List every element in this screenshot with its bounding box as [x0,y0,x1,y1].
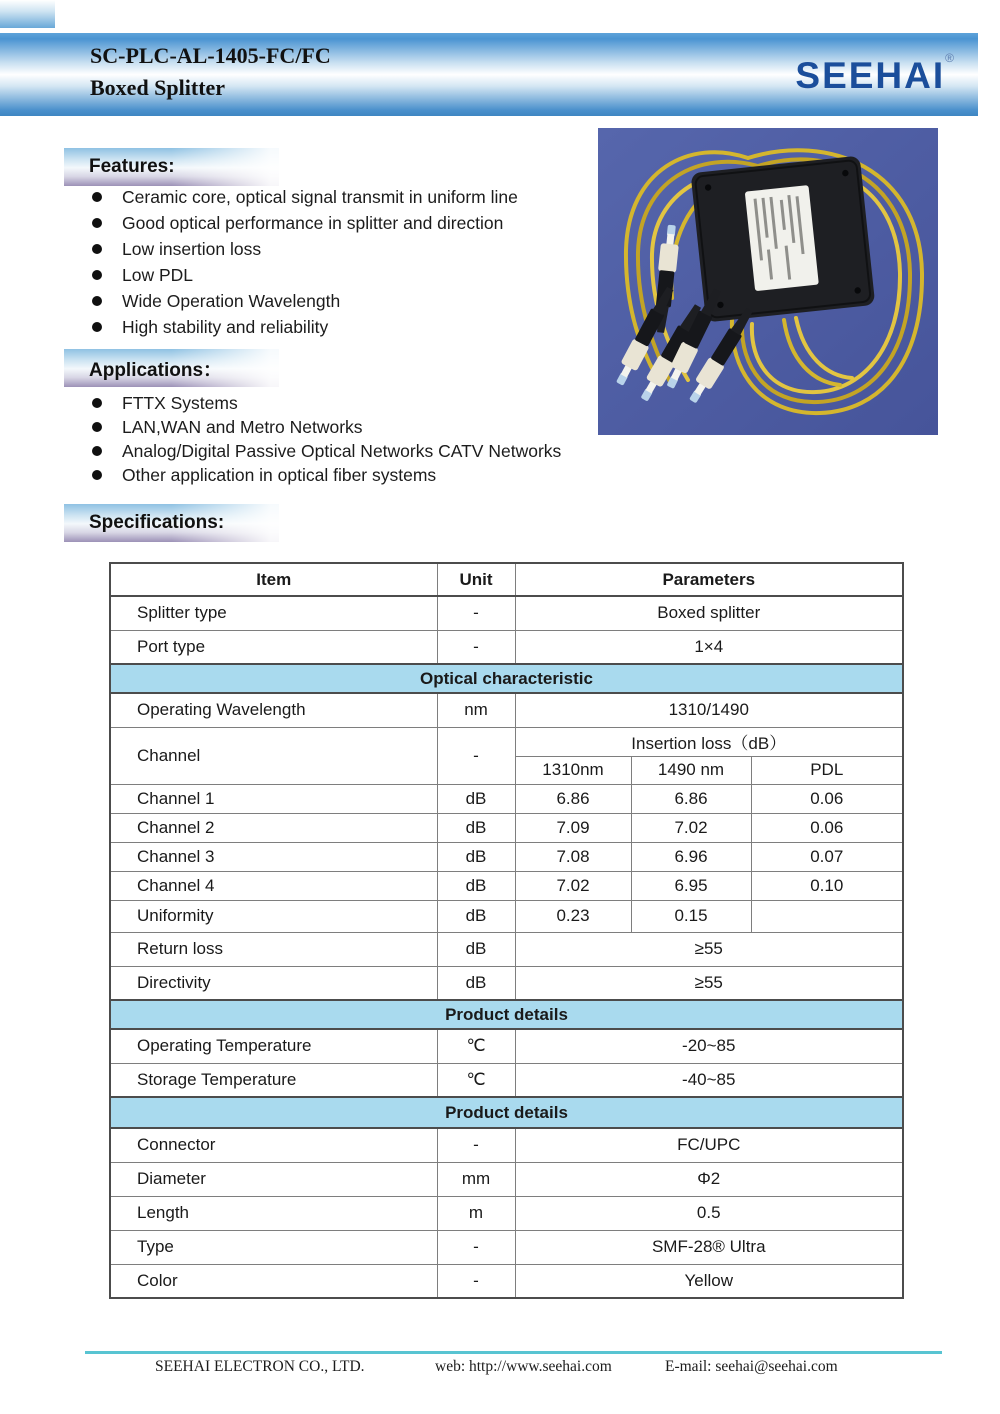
table-row: Channel 2 dB 7.09 7.02 0.06 [110,813,903,842]
footer-divider [85,1351,942,1354]
section-row-product-2: Product details [110,1097,903,1128]
list-item: LAN,WAN and Metro Networks [64,415,561,439]
list-item: Analog/Digital Passive Optical Networks CATV Networks [64,439,561,463]
table-row: Operating Wavelength nm 1310/1490 [110,693,903,727]
list-item: Other application in optical fiber systems [64,463,561,487]
specifications-heading: Specifications: [64,504,279,542]
col-unit: Unit [437,563,515,596]
table-row: Port type - 1×4 [110,630,903,664]
applications-list [64,391,561,487]
list-item: Ceramic core, optical signal transmit in uniform line [64,184,518,210]
table-row: Length m 0.5 [110,1196,903,1230]
list-item: FTTX Systems [64,391,561,415]
table-subheader-row: 1310nm 1490 nm PDL [110,756,903,784]
table-header-row [110,563,903,596]
registered-mark: ® [945,51,956,65]
table-row: Color - Yellow [110,1264,903,1298]
product-subtitle: Boxed Splitter [90,75,226,100]
table-row: Operating Temperature ℃ -20~85 [110,1029,903,1063]
table-row: Uniformity dB 0.23 0.15 [110,900,903,932]
list-item: Wide Operation Wavelength [64,288,518,314]
list-item: Low insertion loss [64,236,518,262]
features-list [64,184,518,340]
section-row-product-1: Product details [110,1000,903,1029]
table-row: Channel 4 dB 7.02 6.95 0.10 [110,871,903,900]
product-photo [598,128,938,435]
col-parameters: Parameters [515,563,903,596]
header-band [0,33,978,116]
table-row: Storage Temperature ℃ -40~85 [110,1063,903,1097]
list-item: High stability and reliability [64,314,518,340]
specifications-table [109,562,904,1299]
table-row: Channel 3 dB 7.08 6.96 0.07 [110,842,903,871]
table-row: Directivity dB ≥55 [110,966,903,1000]
footer-email: E-mail: seehai@seehai.com [665,1358,838,1375]
table-row-channel-group: Channel - Insertion loss（dB） [110,727,903,756]
table-row: Type - SMF-28® Ultra [110,1230,903,1264]
corner-decoration [0,0,55,28]
title-block [90,40,331,104]
table-row: Connector - FC/UPC [110,1128,903,1162]
features-heading: Features: [64,148,279,186]
list-item: Low PDL [64,262,518,288]
brand-logo-text: SEEHAI [795,55,946,96]
applications-heading: Applications： [64,349,279,387]
footer-company: SEEHAI ELECTRON CO., LTD. [155,1358,365,1375]
section-row-optical: Optical characteristic [110,664,903,693]
table-row: Channel 1 dB 6.86 6.86 0.06 [110,784,903,813]
table-row: Splitter type - Boxed splitter [110,596,903,630]
footer-website: web: http://www.seehai.com [435,1358,612,1375]
col-item: Item [110,563,437,596]
table-row: Diameter mm Φ2 [110,1162,903,1196]
list-item: Good optical performance in splitter and direction [64,210,518,236]
table-row: Return loss dB ≥55 [110,932,903,966]
product-model-title: SC-PLC-AL-1405-FC/FC [90,43,331,68]
brand-logo [795,51,956,97]
